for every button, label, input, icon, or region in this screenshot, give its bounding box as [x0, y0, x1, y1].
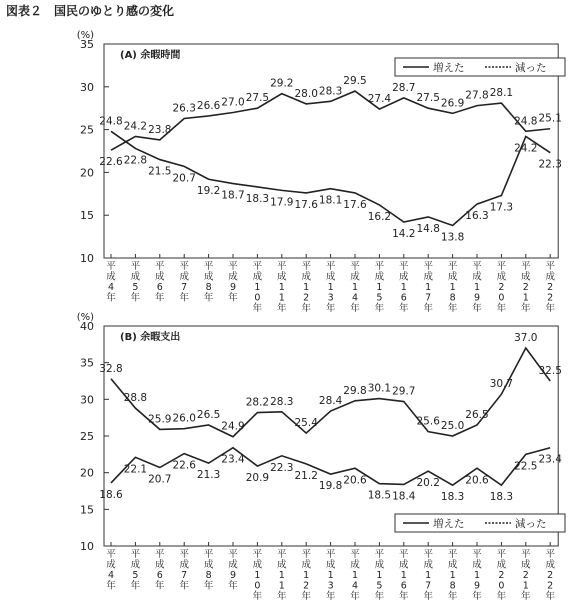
- data-label: 22.6: [172, 459, 196, 472]
- x-tick-label: 平成 1 0 年: [252, 549, 263, 602]
- data-label: 24.2: [123, 120, 148, 133]
- y-tick-label: 40: [80, 320, 94, 333]
- y-tick-label: 25: [80, 123, 94, 137]
- data-label: 24.2: [514, 142, 538, 155]
- data-label: 24.8: [514, 115, 538, 128]
- data-label: 16.2: [367, 210, 392, 223]
- x-tick-label: 平成 6 年: [155, 261, 165, 304]
- y-tick-label: 20: [80, 166, 94, 180]
- data-label: 23.8: [148, 123, 172, 136]
- data-label: 17.6: [294, 198, 318, 211]
- data-label: 18.5: [367, 489, 392, 502]
- x-tick-label: 平成 9 年: [228, 549, 238, 592]
- data-label: 23.4: [221, 453, 245, 466]
- panel-label: (B) 余暇支出: [120, 332, 181, 343]
- data-label: 23.4: [538, 453, 562, 466]
- data-label: 13.8: [440, 231, 465, 244]
- data-label: 26.9: [440, 97, 465, 110]
- data-label: 32.8: [99, 362, 123, 375]
- data-label: 27.0: [221, 96, 245, 109]
- x-tick-label: 平成 1 7 年: [423, 261, 433, 314]
- x-tick-label: 平成 1 6 年: [399, 549, 409, 602]
- data-label: 28.0: [294, 87, 318, 100]
- data-label: 18.3: [245, 192, 270, 205]
- data-label: 22.8: [123, 154, 148, 167]
- x-tick-label: 平成 5 年: [130, 549, 141, 592]
- data-label: 19.8: [318, 480, 343, 493]
- legend-label: 減った: [515, 518, 547, 530]
- x-tick-label: 平成 1 5 年: [374, 549, 385, 602]
- data-label: 29.2: [270, 77, 294, 90]
- y-tick-label: 15: [80, 503, 94, 517]
- x-tick-label: 平成 8 年: [203, 261, 214, 304]
- data-label: 18.3: [440, 491, 465, 504]
- y-tick-label: 35: [80, 356, 94, 370]
- x-tick-label: 平成 4 年: [106, 549, 116, 592]
- y-tick-label: 25: [80, 430, 94, 443]
- x-tick-label: 平成 5 年: [130, 261, 141, 304]
- data-label: 28.7: [392, 81, 416, 94]
- data-label: 28.3: [270, 395, 294, 408]
- data-label: 30.1: [367, 382, 392, 395]
- y-tick-label: 20: [80, 466, 94, 480]
- data-label: 20.6: [343, 474, 367, 487]
- data-label: 21.3: [196, 469, 221, 482]
- data-label: 18.3: [489, 491, 514, 504]
- data-label: 16.3: [465, 210, 489, 223]
- data-label: 32.5: [538, 365, 562, 377]
- data-label: 27.5: [416, 92, 440, 105]
- plot-area: [77, 312, 563, 602]
- y-tick-label: 10: [80, 540, 94, 553]
- data-label: 25.1: [538, 112, 562, 125]
- y-tick-label: 30: [80, 80, 94, 94]
- x-tick-label: 平成 1 6 年: [399, 261, 409, 314]
- data-label: 18.7: [221, 189, 245, 202]
- data-label: 26.3: [172, 102, 196, 115]
- data-label: 26.6: [196, 99, 221, 112]
- legend-label: 増えた: [433, 62, 465, 74]
- x-tick-label: 平成 1 2 年: [301, 549, 311, 602]
- x-tick-label: 平成 2 1 年: [521, 261, 531, 314]
- data-label: 27.5: [245, 92, 270, 105]
- y-tick-label: 35: [80, 38, 94, 51]
- x-tick-label: 平成 1 1 年: [277, 549, 287, 602]
- data-label: 28.8: [123, 392, 148, 405]
- data-label: 22.1: [123, 463, 148, 476]
- data-label: 26.5: [196, 409, 221, 421]
- x-tick-label: 平成 1 7 年: [423, 549, 433, 602]
- x-tick-label: 平成 7 年: [179, 261, 189, 304]
- data-label: 22.5: [514, 460, 538, 473]
- data-label: 18.6: [99, 488, 123, 501]
- data-label: 29.8: [343, 384, 367, 397]
- data-label: 28.2: [245, 396, 270, 409]
- data-label: 26.5: [465, 409, 489, 421]
- x-tick-label: 平成 1 8 年: [447, 261, 458, 314]
- data-label: 18.1: [318, 194, 343, 207]
- data-label: 14.8: [416, 222, 440, 235]
- x-tick-label: 平成 1 0 年: [252, 261, 263, 314]
- x-tick-label: 平成 2 0 年: [496, 549, 507, 602]
- legend-label: 減った: [515, 62, 547, 74]
- data-label: 18.4: [392, 490, 416, 503]
- data-label: 20.2: [416, 477, 440, 490]
- data-label: 22.6: [99, 156, 123, 169]
- data-label: 25.4: [294, 417, 318, 430]
- x-tick-label: 平成 1 4 年: [350, 549, 360, 602]
- x-tick-label: 平成 1 2 年: [301, 261, 311, 314]
- data-label: 27.8: [465, 89, 489, 102]
- x-tick-label: 平成 2 2 年: [545, 549, 555, 602]
- y-unit-label: (%): [76, 30, 94, 41]
- data-label: 20.6: [465, 474, 489, 487]
- x-tick-label: 平成 9 年: [228, 261, 238, 304]
- x-tick-label: 平成 4 年: [106, 261, 116, 304]
- data-label: 22.3: [270, 461, 294, 474]
- y-tick-label: 15: [80, 209, 94, 223]
- data-label: 27.4: [367, 93, 392, 106]
- x-tick-label: 平成 7 年: [179, 549, 189, 592]
- y-unit-label: (%): [76, 312, 94, 323]
- plot-frame: [104, 326, 558, 546]
- data-label: 30.7: [489, 378, 514, 391]
- x-tick-label: 平成 1 3 年: [325, 261, 336, 314]
- x-tick-label: 平成 2 1 年: [521, 549, 531, 602]
- data-label: 28.4: [318, 395, 343, 408]
- data-label: 14.2: [392, 228, 416, 241]
- data-label: 25.9: [148, 413, 172, 426]
- x-tick-label: 平成 1 4 年: [350, 261, 360, 314]
- x-tick-label: 平成 8 年: [203, 549, 214, 592]
- data-label: 17.3: [489, 201, 514, 214]
- data-label: 17.9: [270, 196, 294, 209]
- panel-label: (A) 余暇時間: [120, 50, 181, 61]
- x-tick-label: 平成 2 0 年: [496, 261, 507, 314]
- data-label: 29.5: [343, 75, 367, 88]
- legend: [395, 514, 565, 532]
- y-tick-label: 30: [80, 393, 94, 407]
- data-label: 25.0: [440, 420, 465, 432]
- data-label: 24.8: [99, 115, 123, 128]
- x-tick-label: 平成 1 1 年: [277, 261, 287, 314]
- data-label: 21.2: [294, 469, 318, 482]
- x-tick-label: 平成 1 9 年: [472, 549, 482, 602]
- data-label: 19.2: [196, 185, 221, 198]
- x-tick-label: 平成 6 年: [155, 549, 165, 592]
- data-label: 17.6: [343, 198, 367, 211]
- data-label: 24.9: [221, 420, 245, 433]
- data-label: 28.1: [489, 87, 514, 100]
- data-label: 20.7: [148, 473, 172, 486]
- data-label: 28.3: [318, 85, 343, 98]
- figure-title: 図表２ 国民のゆとり感の変化: [6, 4, 175, 18]
- data-label: 37.0: [514, 332, 538, 344]
- x-tick-label: 平成 1 3 年: [325, 549, 336, 602]
- data-label: 26.0: [172, 412, 196, 425]
- y-tick-label: 10: [80, 252, 94, 265]
- data-label: 21.5: [148, 165, 172, 178]
- legend-label: 増えた: [433, 518, 465, 530]
- data-label: 20.9: [245, 472, 270, 485]
- x-tick-label: 平成 1 9 年: [472, 261, 482, 314]
- data-label: 22.3: [538, 158, 562, 171]
- x-tick-label: 平成 2 2 年: [545, 261, 555, 314]
- x-tick-label: 平成 1 8 年: [447, 549, 458, 602]
- data-label: 29.7: [392, 385, 416, 398]
- data-label: 20.7: [172, 172, 196, 185]
- data-label: 25.6: [416, 415, 440, 428]
- x-tick-label: 平成 1 5 年: [374, 261, 385, 314]
